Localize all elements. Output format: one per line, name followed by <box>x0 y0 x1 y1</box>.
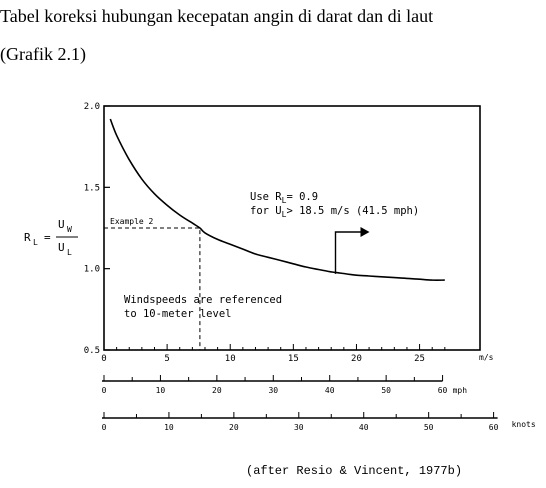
rl-annotation <box>250 191 419 274</box>
secondary-tick-label: 30 <box>293 423 304 432</box>
annotation-line2: for $U_L> 18.5$ m/s (41.5 mph) <box>250 205 420 219</box>
example-guide-lines <box>104 228 200 350</box>
caption-subtitle: (Grafik 2.1) <box>0 44 86 64</box>
y-tick-label: 0.5 <box>83 346 100 356</box>
caption-title: Tabel koreksi hubungan kecepatan angin di darat dan di laut <box>0 6 434 26</box>
secondary-tick-label: 0 <box>101 386 107 395</box>
secondary-tick-label: 40 <box>358 423 369 432</box>
secondary-unit-label: mph <box>452 386 468 395</box>
y-axis-ticks <box>84 102 110 356</box>
ylabel-equals: = <box>44 231 51 244</box>
secondary-tick-label: 60 <box>488 423 499 432</box>
y-tick-label: 2.0 <box>83 102 100 112</box>
ylabel-numerator-sub: W <box>67 225 72 234</box>
credit-text: (after Resio & Vincent, 1977b) <box>246 464 463 478</box>
example-label: Example 2 <box>110 217 154 226</box>
note-line2: to 10-meter level <box>124 308 232 320</box>
x-tick-label: 10 <box>224 354 236 364</box>
secondary-tick-label: 10 <box>164 423 174 432</box>
x-tick-label: 5 <box>164 354 170 364</box>
x-tick-label: 0 <box>101 354 107 364</box>
secondary-tick-label: 50 <box>423 423 434 432</box>
secondary-tick-label: 20 <box>229 423 239 432</box>
y-tick-label: 1.0 <box>83 264 100 275</box>
secondary-tick-label: 60 <box>437 386 448 395</box>
secondary-tick-label: 30 <box>268 386 279 395</box>
ylabel-numerator: U <box>58 218 65 231</box>
secondary-tick-label: 40 <box>324 386 335 395</box>
ylabel-lhs: R <box>24 231 31 244</box>
ylabel-lhs-sub: L <box>33 238 38 247</box>
annotation-line1: Use $R_L= 0.9$ <box>250 191 319 205</box>
secondary-tick-label: 10 <box>155 386 166 395</box>
x-axis-ticks <box>101 344 445 364</box>
y-axis-label <box>24 218 78 257</box>
secondary-tick-label: 0 <box>101 423 107 432</box>
note-line1: Windspeeds are referenced <box>124 294 283 306</box>
y-tick-label: 1.5 <box>83 183 100 194</box>
x-unit-label: m/s <box>479 353 494 362</box>
x-tick-label: 15 <box>287 354 299 364</box>
ylabel-denominator-sub: L <box>67 248 72 257</box>
x-tick-label: 25 <box>414 354 425 364</box>
x-tick-label: 20 <box>351 354 362 364</box>
secondary-tick-label: 20 <box>212 386 222 395</box>
secondary-tick-label: 50 <box>381 386 391 395</box>
annotation-arrow <box>336 232 364 274</box>
secondary-unit-label: knots <box>511 420 536 429</box>
ylabel-denominator: U <box>58 241 65 254</box>
annotation-arrowhead <box>361 227 370 237</box>
secondary-axes <box>102 375 536 432</box>
